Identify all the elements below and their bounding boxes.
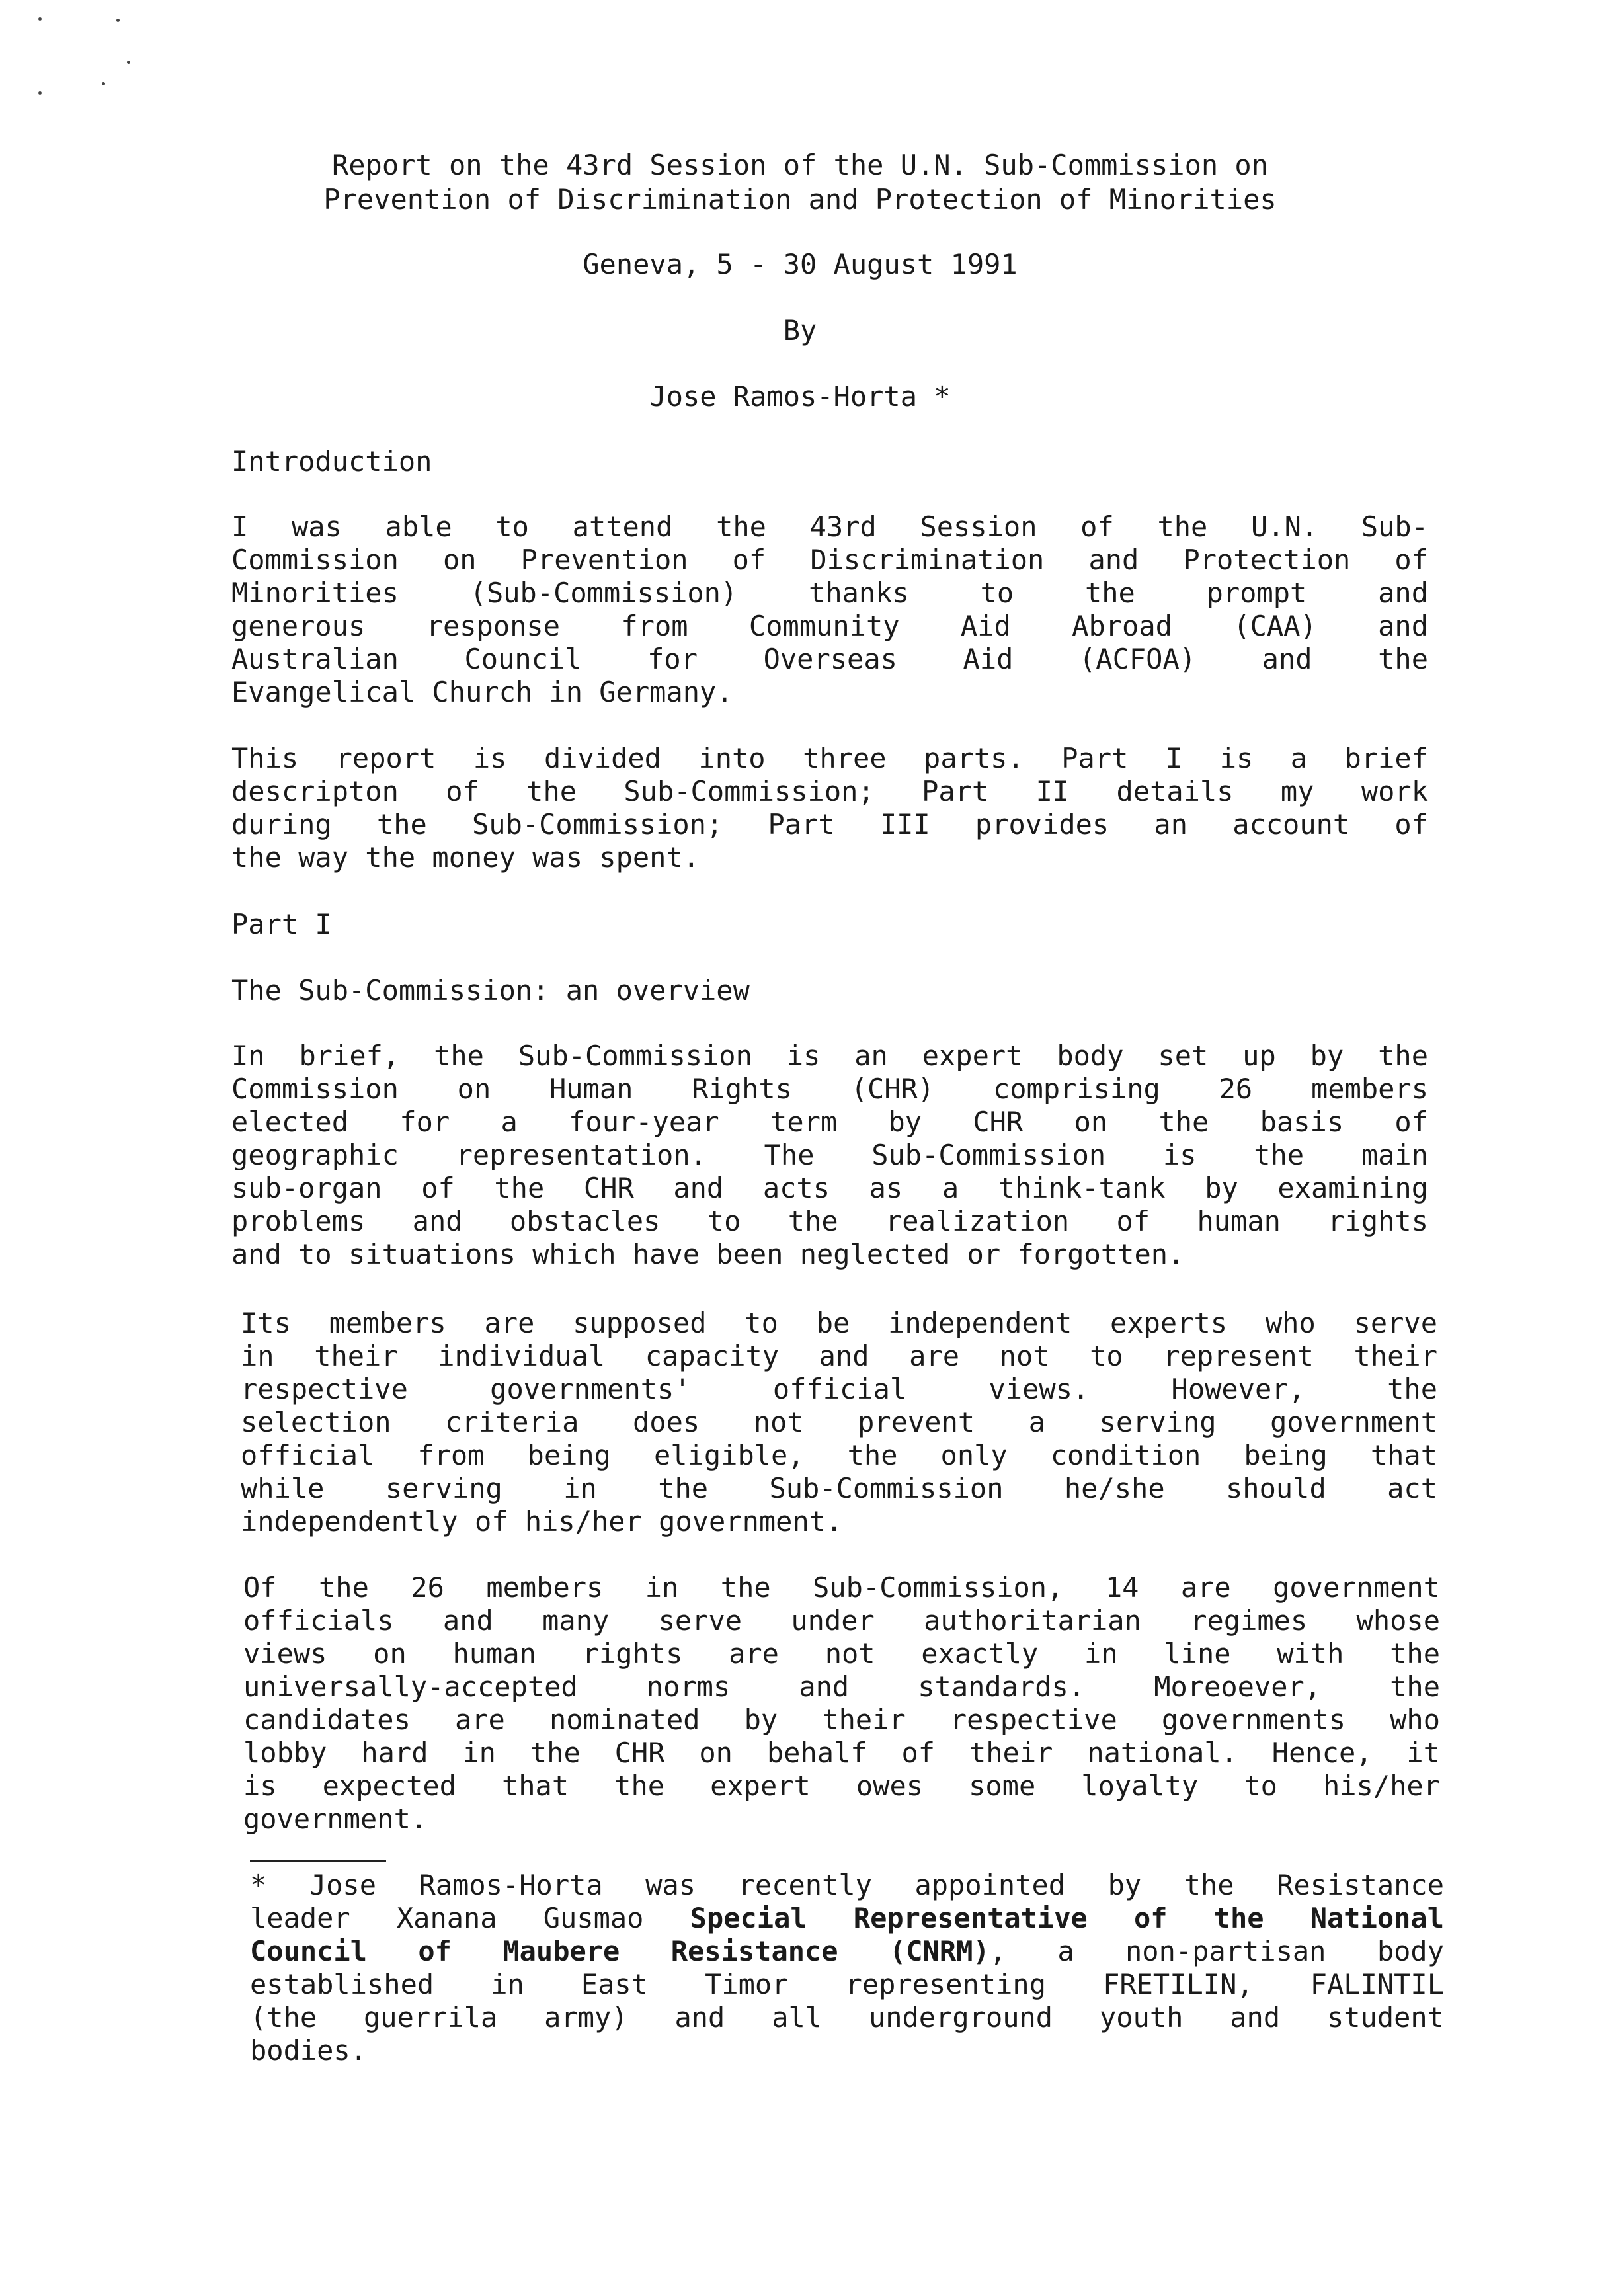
text-line: sub-organ of the CHR and acts as a think-tank by examining bbox=[231, 1172, 1428, 1204]
text-line: lobby hard in the CHR on behalf of their national. Hence, it bbox=[243, 1737, 1440, 1769]
footnote-text: leader Xanana Gusmao bbox=[250, 1902, 690, 1934]
footnote-line: (the guerrila army) and all underground youth and student bbox=[250, 2001, 1444, 2033]
text-line: Minorities (Sub-Commission) thanks to the prompt and bbox=[231, 577, 1428, 609]
footnote-line bbox=[250, 1935, 1444, 1968]
overview-paragraph-1 bbox=[231, 1040, 1428, 1271]
text-line: views on human rights are not exactly in line with the bbox=[243, 1637, 1440, 1670]
text-line: Of the 26 members in the Sub-Commission, 14 are government bbox=[243, 1571, 1440, 1604]
text-line: officials and many serve under authoritarian regimes whose bbox=[243, 1604, 1440, 1637]
text-line: geographic representation. The Sub-Commission is the main bbox=[231, 1139, 1428, 1171]
footnote-bold-text: Special Representative of the National bbox=[690, 1902, 1445, 1934]
footnote bbox=[250, 1869, 1444, 2067]
text-line: in their individual capacity and are not to represent their bbox=[241, 1340, 1437, 1372]
text-line: during the Sub-Commission; Part III provides an account of bbox=[231, 808, 1428, 840]
report-title bbox=[198, 148, 1402, 217]
overview-heading: The Sub-Commission: an overview bbox=[231, 974, 750, 1006]
scan-speck bbox=[102, 82, 105, 85]
scan-speck bbox=[38, 17, 42, 20]
title-line: Prevention of Discrimination and Protection of Minorities bbox=[323, 183, 1277, 216]
footnote-line: established in East Timor representing FRETILIN, FALINTIL bbox=[250, 1968, 1444, 2000]
intro-paragraph-2 bbox=[231, 742, 1428, 874]
footnote-line: bodies. bbox=[250, 2034, 368, 2067]
text-line: I was able to attend the 43rd Session of the U.N. Sub- bbox=[231, 511, 1428, 543]
text-line: Evangelical Church in Germany. bbox=[231, 676, 733, 708]
text-line: independently of his/her government. bbox=[241, 1505, 843, 1538]
text-line: candidates are nominated by their respective governments who bbox=[243, 1703, 1440, 1736]
author-name: Jose Ramos-Horta * bbox=[649, 380, 951, 413]
place-date: Geneva, 5 - 30 August 1991 bbox=[583, 248, 1018, 280]
text-line: generous response from Community Aid Abroad (CAA) and bbox=[231, 610, 1428, 642]
text-line: Its members are supposed to be independent experts who serve bbox=[241, 1307, 1437, 1339]
text-line: descripton of the Sub-Commission; Part II details my work bbox=[231, 775, 1428, 807]
text-line: respective governments' official views. However, the bbox=[241, 1373, 1437, 1405]
introduction-heading: Introduction bbox=[231, 445, 432, 477]
text-line: while serving in the Sub-Commission he/she should act bbox=[241, 1472, 1437, 1504]
intro-paragraph-1 bbox=[231, 511, 1428, 709]
text-line: Australian Council for Overseas Aid (ACFOA) and the bbox=[231, 643, 1428, 675]
footnote-line: * Jose Ramos-Horta was recently appointed by the Resistance bbox=[250, 1869, 1444, 1901]
text-line: universally-accepted norms and standards. Moreoever, the bbox=[243, 1670, 1440, 1703]
footnote-text: , a non-partisan body bbox=[989, 1935, 1444, 1967]
text-line: and to situations which have been neglected or forgotten. bbox=[231, 1238, 1185, 1270]
footnote-divider bbox=[250, 1860, 386, 1862]
text-line: the way the money was spent. bbox=[231, 841, 700, 874]
scan-speck bbox=[38, 91, 42, 95]
footnote-line bbox=[250, 1902, 1444, 1935]
overview-paragraph-3 bbox=[243, 1571, 1440, 1836]
by-line: By bbox=[783, 314, 817, 347]
text-line: official from being eligible, the only condition being that bbox=[241, 1439, 1437, 1471]
text-line: is expected that the expert owes some loyalty to his/her bbox=[243, 1770, 1440, 1802]
footnote-bold-text: Council of Maubere Resistance (CNRM) bbox=[250, 1935, 990, 1967]
text-line: government. bbox=[243, 1803, 428, 1835]
text-line: In brief, the Sub-Commission is an expert body set up by the bbox=[231, 1040, 1428, 1072]
scan-speck bbox=[127, 61, 130, 64]
overview-paragraph-2 bbox=[241, 1307, 1437, 1538]
title-line: Report on the 43rd Session of the U.N. Sub-Commission on bbox=[331, 149, 1269, 181]
text-line: problems and obstacles to the realization of human rights bbox=[231, 1205, 1428, 1237]
scan-speck bbox=[116, 19, 120, 22]
part-heading: Part I bbox=[231, 908, 332, 940]
text-line: This report is divided into three parts. Part I is a brief bbox=[231, 742, 1428, 774]
text-line: elected for a four-year term by CHR on the basis of bbox=[231, 1106, 1428, 1138]
text-line: selection criteria does not prevent a serving government bbox=[241, 1406, 1437, 1438]
text-line: Commission on Human Rights (CHR) comprising 26 members bbox=[231, 1073, 1428, 1105]
text-line: Commission on Prevention of Discrimination and Protection of bbox=[231, 544, 1428, 576]
